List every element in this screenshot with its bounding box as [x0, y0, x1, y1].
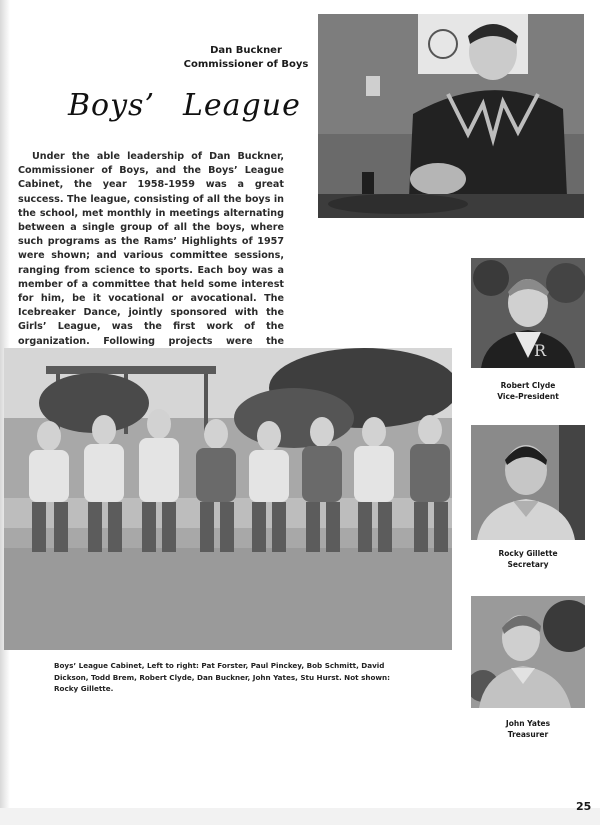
group-photo-caption: Boys’ League Cabinet, Left to right: Pat Forster, Paul Pinckey, Bob Schmitt, David Dickson, Todd Brem, Robert Clyde, Dan Buckner, John Yates, Stu Hurst. Not shown: Rocky Gillette. — [54, 661, 391, 693]
commissioner-caption — [176, 44, 316, 72]
title-word-league: League — [183, 88, 301, 123]
commissioner-photo — [318, 14, 584, 218]
officer-name: Robert Clyde — [500, 381, 556, 390]
officer-role: Treasurer — [507, 730, 549, 739]
page-title — [68, 88, 301, 123]
john-yates-portrait — [471, 596, 585, 708]
title-word-boys: Boys’ — [68, 88, 155, 123]
page-number: 25 — [576, 800, 592, 813]
robert-clyde-portrait — [471, 258, 585, 368]
body-paragraph: Under the able leadership of Dan Buckner, Commissioner of Boys, and the Boys’ League Cabinet, the year 1958-1959 was a great success. The league, consisting of all the boys in the school, met monthly in meetings alternating between a single group of all the boys, where such programs as the Rams’ Highlights of 1957 were shown; and various committee sessions, ranging from science to sports. Each boy was a member of a committee that held some interest for him, be it vocational or avocational. The Icebreaker Dance, jointly sponsored with the Girls’ League, was the first work of the organization. Following projects were the — [18, 151, 284, 347]
rocky-gillette-portrait — [471, 425, 585, 540]
commissioner-name: Dan Buckner — [210, 45, 282, 56]
officer-role: Secretary — [507, 560, 549, 569]
rocky-gillette-caption — [471, 548, 585, 570]
page-bottom-band — [0, 808, 600, 825]
officer-name: Rocky Gillette — [498, 549, 558, 558]
commissioner-role: Commissioner of Boys — [183, 59, 309, 70]
cabinet-group-photo — [4, 348, 452, 650]
john-yates-caption — [471, 718, 585, 740]
robert-clyde-caption — [471, 380, 585, 402]
officer-name: John Yates — [505, 719, 551, 728]
svg-text:R: R — [534, 341, 547, 360]
officer-role: Vice-President — [497, 392, 559, 401]
